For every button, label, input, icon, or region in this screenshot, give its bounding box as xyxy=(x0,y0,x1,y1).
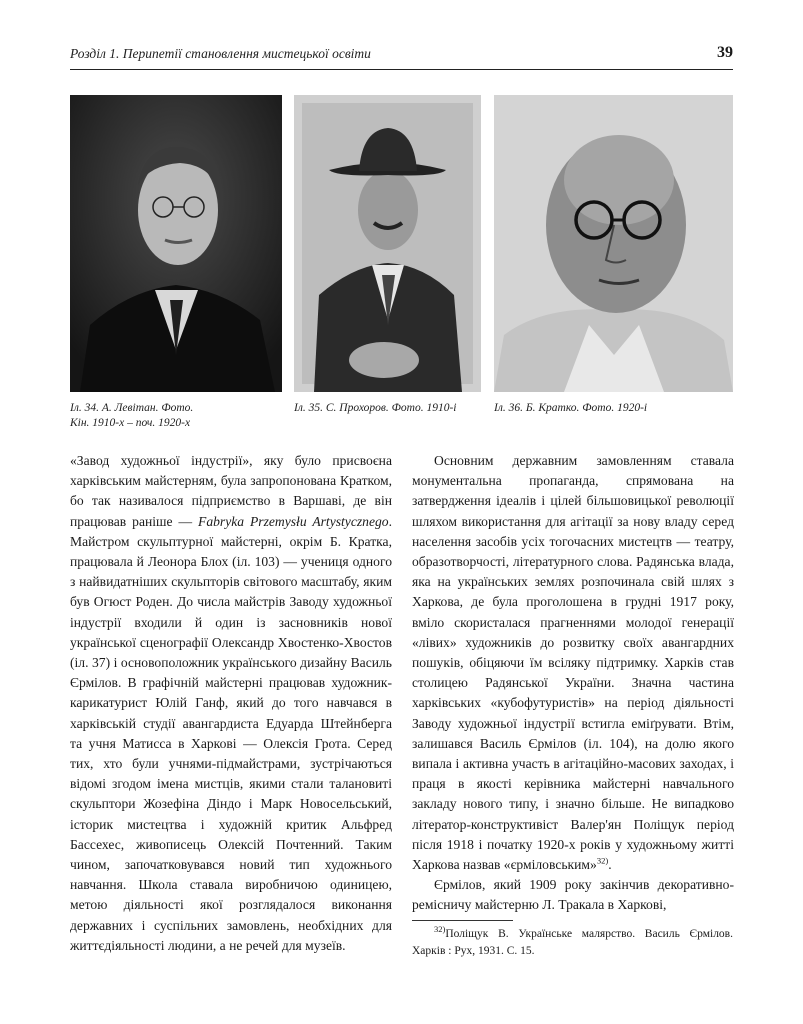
running-header xyxy=(70,44,733,66)
photo-prokhorov xyxy=(294,95,481,392)
paragraph: Єрмілов, який 1909 року закінчив декоративно-ремісничу майстерню Л. Тракала в Харкові, xyxy=(412,877,734,913)
footnote-ref: 32) xyxy=(596,855,609,866)
page-number: 39 xyxy=(717,44,733,61)
paragraph: Основним державним замовленням ставала монументальна пропаганда, спрямована на затвердження ідеалів і цілей більшовицької революції шляхом використання для агітації за нову владу серед населення засобів усіх тогочасних мистецтв — театру, образотворчості, літературного слова. Радянська влада, яка на українських землях розпочинала свій шлях з Харкова, де була проголошена в грудні 1917 року, вміло скористалася прагненнями молодої генерації «лівих» художників до розвитку своїх авангардних пошуків, обіцяючи їм всіляку підтримку. Харків став столицею Радянської України. Значна частина харківських «кубофутуристів» на період діяльності Заводу художньої індустрії встигла еміґрувати. Втім, залишався Василь Єрмілов (іл. 104), на долю якого випала і активна участь в агітаційно-масових заходах, і праця в якості керівника майстерні навчального закладу нового типу, і значно більше. Не випадково літератор-конструктивіст Валер'ян Поліщук період після 1918 і початку 1920-х років у художньому житті Харкова назвав «єрміловським»$^{32)}$. xyxy=(412,453,734,873)
photo-kratko xyxy=(494,95,733,392)
text-column-right xyxy=(412,451,734,916)
header-rule xyxy=(70,69,733,70)
figure-caption: Іл. 35. С. Прохоров. Фото. 1910-і xyxy=(294,402,457,414)
paragraph: «Завод художньої індустрії», яку було присвоєна харківським майстерням, була запропонована Кратком, бо так називалося підприємство в Варшаві, де він працював раніше — Fabryka Przemysłu Artystycznego. Майстром скульптурної майстерні, окрім Б. Кратка, працювала й Леонора Блох (іл. 103) — учениця одного з найвидатніших скульпторів світового масштабу, яким був Огюст Роден. До числа майстрів Заводу художньої індустрії входили й один із засновників нової української сценографії Олександр Хвостенко-Хвостов (іл. 37) і основоположник українського дизайну Василь Єрмілов. В графічній майстерні працював художник-карикатурист Юлій Ганф, який до того навчався в харківській студії авангардиста Едуарда Штейнберга та учня Матисса в Харкові — Олексія Грота. Серед тих, хто були учнями-підмайстрами, зустрічаються відомі згодом імена мистців, якими стали талановиті скульптори Жозефіна Діндо і Марк Новосельський, історик мистецтва і художній критик Альфред Бассехес, живописець Олексій Почтенний. Таким чином, започатковувався новий тип художнього навчання. Школа ставала виробничою одиницею, метою діяльності якої розглядалося виконання державних і суспільних замовлень, необхідних для життєдіяльності людини, а не речей для музеїв. xyxy=(70,453,392,953)
figure-caption: Іл. 36. Б. Кратко. Фото. 1920-і xyxy=(494,402,648,414)
text-column-left xyxy=(70,451,392,956)
footnote: $^{32)}$Поліщук В. Українське малярство. Василь Єрмілов. Харків : Рух, 1931. С. 15. xyxy=(412,924,733,957)
figure-caption: Іл. 34. А. Левітан. Фото. Кін. 1910-х – поч. 1920-х xyxy=(70,402,194,429)
footnote-rule xyxy=(412,920,513,921)
chapter-title: Розділ 1. Перипетії становлення мистецької освіти xyxy=(70,46,371,61)
photo-levitan xyxy=(70,95,282,392)
